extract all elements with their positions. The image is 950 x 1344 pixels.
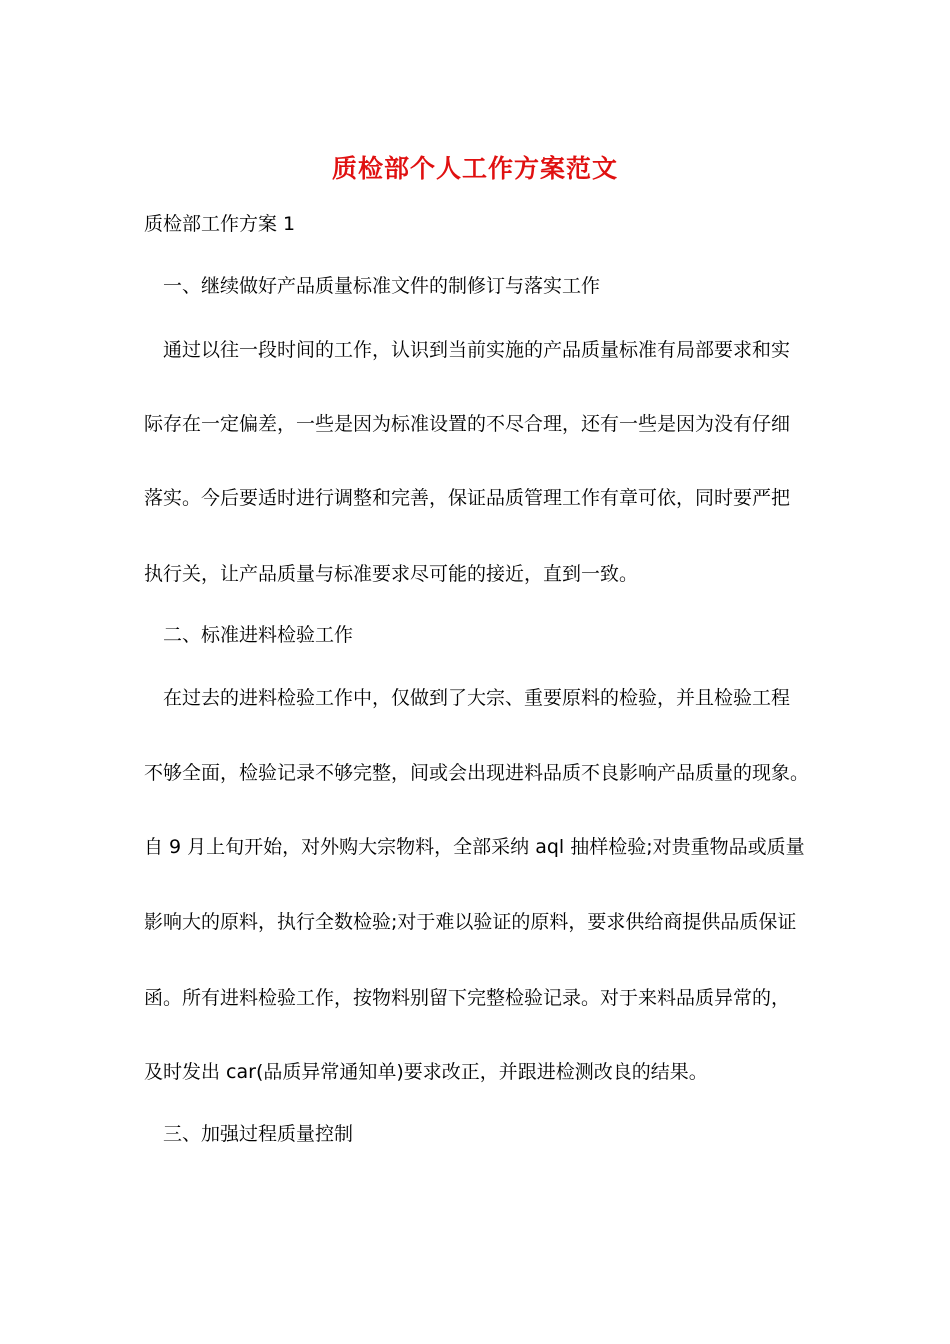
section-heading-3: 三、加强过程质量控制	[163, 1123, 354, 1145]
section-heading-1: 一、继续做好产品质量标准文件的制修订与落实工作	[163, 275, 601, 297]
paragraph-line: 自 9 月上旬开始，对外购大宗物料，全部采纳 aql 抽样检验;对贵重物品或质量	[144, 836, 805, 858]
paragraph-line: 在过去的进料检验工作中，仅做到了大宗、重要原料的检验，并且检验工程	[163, 687, 791, 709]
paragraph-line: 通过以往一段时间的工作，认识到当前实施的产品质量标准有局部要求和实	[163, 339, 791, 361]
paragraph-line: 及时发出 car(品质异常通知单)要求改正，并跟进检测改良的结果。	[144, 1061, 708, 1083]
paragraph-line: 函。所有进料检验工作，按物料别留下完整检验记录。对于来料品质异常的，	[144, 987, 791, 1009]
paragraph-line: 影响大的原料，执行全数检验;对于难以验证的原料，要求供给商提供品质保证	[144, 911, 797, 933]
document-title: 质检部个人工作方案范文	[331, 154, 618, 183]
paragraph-line: 际存在一定偏差，一些是因为标准设置的不尽合理，还有一些是因为没有仔细	[144, 413, 791, 435]
paragraph-line: 落实。今后要适时进行调整和完善，保证品质管理工作有章可依，同时要严把	[144, 487, 791, 509]
section-heading-2: 二、标准进料检验工作	[163, 624, 354, 646]
paragraph-line: 不够全面，检验记录不够完整，间或会出现进料品质不良影响产品质量的现象。	[144, 762, 810, 784]
paragraph-line: 执行关，让产品质量与标准要求尽可能的接近，直到一致。	[144, 563, 639, 585]
plan-heading: 质检部工作方案 1	[144, 213, 296, 235]
